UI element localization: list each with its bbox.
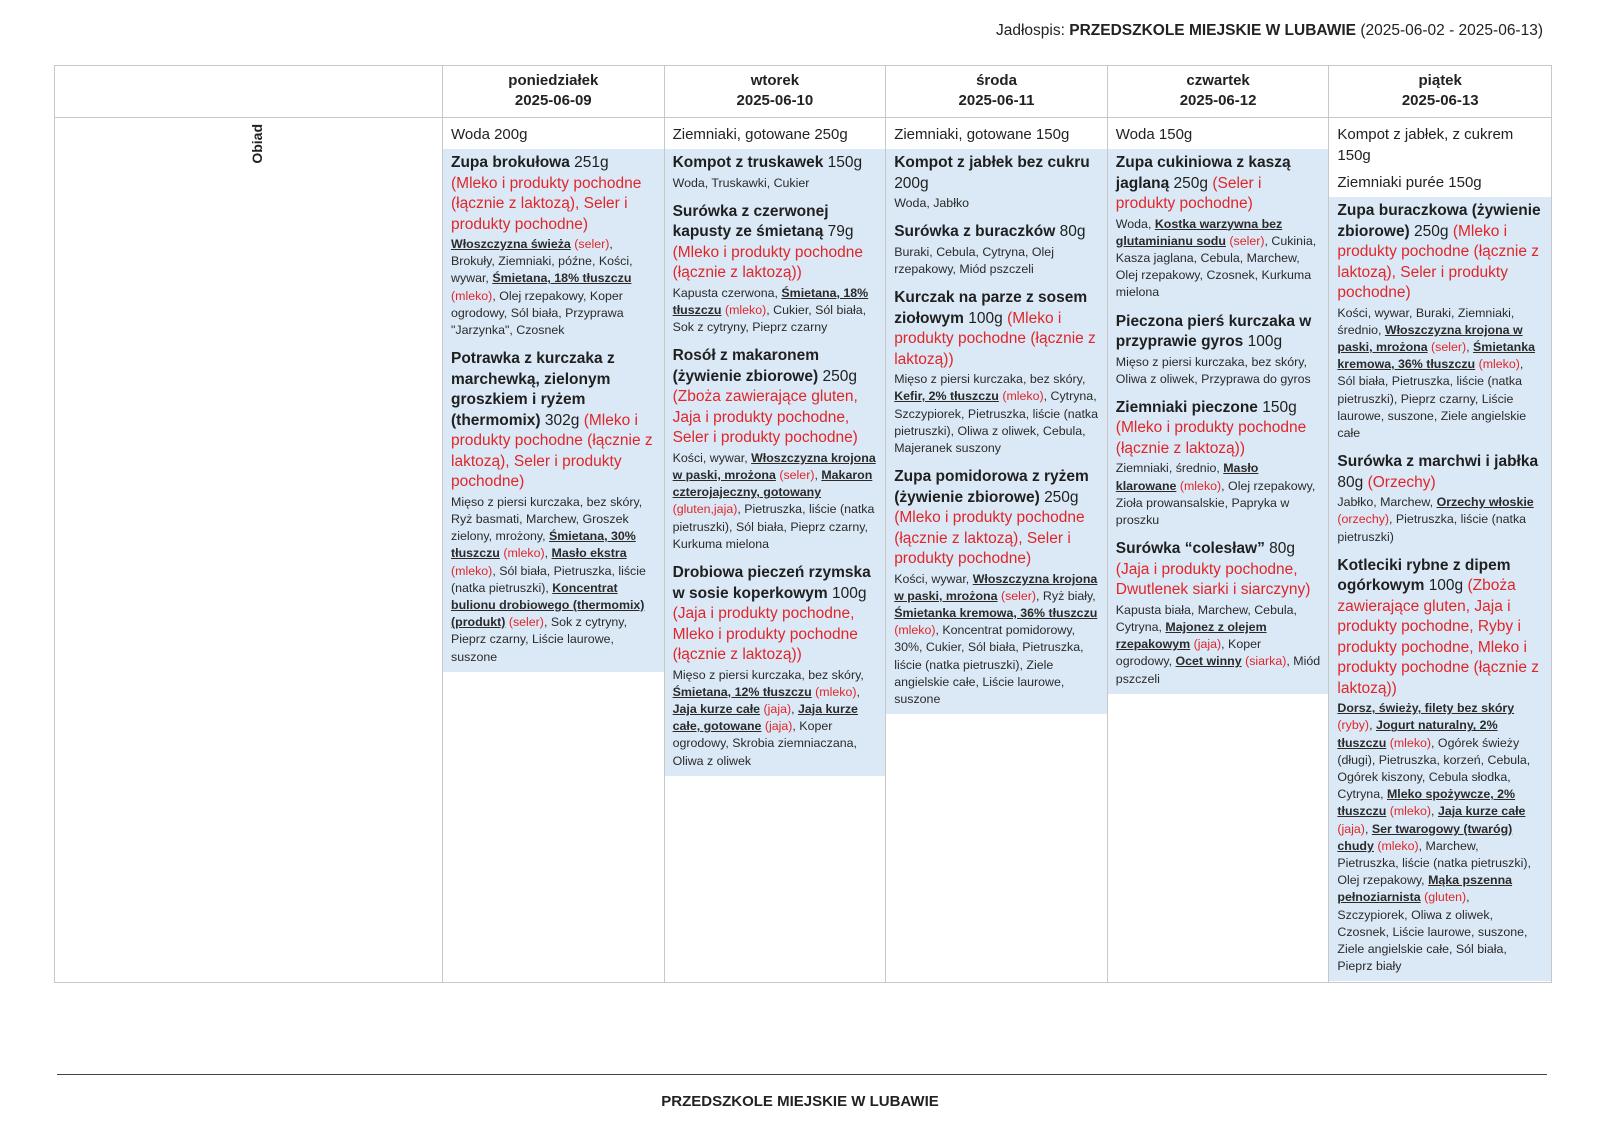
dish-title <box>673 563 878 666</box>
dish-ingredients <box>673 285 878 337</box>
dish-name: Zupa brokułowa <box>451 154 570 171</box>
ingredient-highlight: Orzechy włoskie <box>1436 495 1534 510</box>
dish <box>1337 201 1543 442</box>
day-date: 2025-06-11 <box>958 92 1035 109</box>
ingredient-allergen: (mleko) <box>894 623 936 638</box>
dish-title <box>451 153 656 235</box>
ingredient-highlight: Makaron czterojajeczny, gotowany <box>672 468 873 500</box>
ingredient-text: , Miód pszczeli <box>1115 654 1321 686</box>
dish-title <box>451 349 656 493</box>
ingredient-text: , Koncentrat pomidorowy, 30%, Cukier, Sól biała, Pietruszka, liście (natka pietruszki), Ziele angielskie całe, Liście laurowe, suszone <box>894 623 1084 707</box>
meal-label-cell <box>55 118 443 982</box>
document-header <box>996 22 1543 40</box>
dish <box>451 153 656 339</box>
dish-name: Zupa buraczkowa (żywienie zbiorowe) <box>1337 202 1541 240</box>
dish-title <box>1116 153 1321 215</box>
dish <box>1116 153 1321 302</box>
dish-ingredients <box>1116 354 1321 388</box>
dish-ingredients <box>1337 305 1543 443</box>
day-date: 2025-06-12 <box>1179 92 1257 109</box>
dish-weight: 80g <box>1059 223 1086 241</box>
ingredient-allergen: (seler) <box>574 237 610 251</box>
dish <box>673 153 878 192</box>
dish <box>1116 539 1321 688</box>
dish-list <box>665 149 886 776</box>
ingredient-highlight: Włoszczyzna świeża <box>451 237 571 251</box>
ingredient-text: , Cukinia, Kasza jaglana, Cebula, Marchew, Olej rzepakowy, Czosnek, Kurkuma mielona <box>1115 233 1317 300</box>
dish-name: Drobiowa pieczeń rzymska w sosie koperkowym <box>672 564 871 602</box>
ingredient-text: Mięso z piersi kurczaka, bez skóry, Oliwa z oliwek, Przyprawa do gyros <box>1115 354 1311 386</box>
ingredient-highlight: Włoszczyzna krojona w paski, mrożona <box>1337 322 1523 354</box>
dish-title <box>894 288 1099 370</box>
dish <box>1116 312 1321 388</box>
dish <box>894 153 1099 212</box>
ingredient-text: , Sól biała, Pietruszka, liście (natka pietruszki), Pieprz czarny, Liście laurowe, suszone, Ziele angielskie całe <box>1337 357 1527 440</box>
meal-label: Obiad <box>249 124 265 164</box>
day-date: 2025-06-13 <box>1401 92 1479 109</box>
dish-ingredients <box>673 175 878 192</box>
dish-ingredients <box>1337 700 1543 975</box>
day-column <box>665 118 887 982</box>
ingredient-text: Kości, wywar, <box>672 450 752 465</box>
ingredient-text: , <box>1369 718 1376 733</box>
dish-allergens: (Mleko i produkty pochodne (łącznie z laktozą), Seler i produkty pochodne) <box>1337 222 1540 301</box>
ingredient-allergen: (mleko) <box>1377 838 1419 853</box>
dish-weight: 200g <box>894 174 929 192</box>
ingredient-allergen: (mleko) <box>724 302 767 317</box>
dish-allergens: (Jaja i produkty pochodne, Dwutlenek siarki i siarczyny) <box>1115 560 1311 599</box>
dish-ingredients <box>1116 460 1321 529</box>
ingredient-text: , <box>856 684 860 699</box>
ingredient-allergen: (mleko) <box>1389 735 1432 750</box>
ingredient-text: Kapusta czerwona, <box>672 285 782 300</box>
dish-weight: 150g <box>1262 398 1297 416</box>
ingredient-allergen: (mleko) <box>815 684 857 699</box>
ingredient-text: Jabłko, Marchew, <box>1337 495 1437 510</box>
plain-item: Woda 200g <box>451 126 528 143</box>
dish-name: Ziemniaki pieczone <box>1115 398 1258 416</box>
ingredient-highlight: Koncentrat bulionu drobiowego (thermomix) (produkt) <box>451 580 645 630</box>
dish-weight: 150g <box>827 154 863 171</box>
dish-ingredients <box>1116 216 1321 302</box>
dish-allergens: (Zboża zawierające gluten, Jaja i produkty pochodne, Seler i produkty pochodne) <box>672 388 858 447</box>
ingredient-text: , <box>791 701 798 716</box>
dish <box>1116 398 1321 529</box>
ingredient-allergen: (mleko) <box>451 563 493 578</box>
dish-title <box>673 153 878 174</box>
dish-weight: 80g <box>1269 540 1296 558</box>
footer-text: PRZEDSZKOLE MIEJSKIE W LUBAWIE <box>661 1093 939 1110</box>
ingredient-highlight: Śmietana, 18% tłuszczu <box>672 285 869 317</box>
ingredient-allergen: (mleko) <box>1179 478 1222 493</box>
ingredient-allergen: (jaja) <box>1193 637 1222 652</box>
dish-ingredients <box>1337 494 1543 546</box>
dish-title <box>1337 556 1543 700</box>
dish <box>451 349 656 666</box>
dish-list <box>1108 149 1329 694</box>
dish-name: Kurczak na parze z sosem ziołowym <box>894 289 1088 327</box>
day-name: wtorek <box>750 72 800 89</box>
dish-allergens: (Mleko i produkty pochodne (łącznie z laktozą)) <box>1115 419 1307 457</box>
ingredient-allergen: (seler) <box>779 468 815 483</box>
ingredient-allergen: (gluten,jaja) <box>672 502 738 517</box>
dish-allergens: (Mleko i produkty pochodne (łącznie z laktozą), Seler i produkty pochodne) <box>894 509 1085 568</box>
dish-title <box>1116 539 1321 601</box>
ingredient-text: Kości, wywar, Buraki, Ziemniaki, średnio, <box>1337 305 1515 337</box>
ingredient-highlight: Śmietana, 12% tłuszczu <box>672 684 812 699</box>
dish-weight: 250g <box>1173 174 1209 192</box>
dish-name: Rosół z makaronem (żywienie zbiorowe) <box>672 347 820 385</box>
dish <box>673 202 878 337</box>
dish-weight: 250g <box>1414 222 1449 240</box>
dish-title <box>673 346 878 449</box>
dish-ingredients <box>451 494 656 666</box>
dish-name: Potrawka z kurczaka z marchewką, zielonym groszkiem i ryżem (thermomix) <box>451 350 615 429</box>
day-column <box>886 118 1108 982</box>
dish-name: Pieczona pierś kurczaka w przyprawie gyros <box>1115 312 1312 351</box>
dish-name: Kotleciki rybne z dipem ogórkowym <box>1337 556 1511 595</box>
dish-allergens: (Seler i produkty pochodne) <box>1115 174 1262 212</box>
dish <box>1337 556 1543 976</box>
ingredient-allergen: (jaja) <box>764 719 793 734</box>
plain-item: Ziemniaki, gotowane 150g <box>894 126 1070 143</box>
dish-title <box>1337 201 1543 304</box>
ingredient-highlight: Kefir, 2% tłuszczu <box>894 389 999 404</box>
dish-title <box>1116 312 1321 353</box>
dish-weight: 250g <box>822 367 857 385</box>
ingredient-text: , <box>1431 804 1438 819</box>
ingredient-allergen: (seler) <box>1431 339 1467 354</box>
ingredient-highlight: Śmietana, 18% tłuszczu <box>492 271 632 286</box>
dish-list <box>886 149 1107 714</box>
dish <box>673 563 878 770</box>
dish-weight: 100g <box>968 309 1003 327</box>
ingredient-text: Mięso z piersi kurczaka, bez skóry, Ryż basmati, Marchew, Groszek zielony, mrożony, <box>451 494 643 544</box>
dish-name: Kompot z truskawek <box>672 154 824 171</box>
dish-weight: 79g <box>827 223 854 241</box>
ingredient-text: Kości, wywar, <box>894 571 973 586</box>
ingredient-text: , Ryż biały, <box>1036 588 1096 603</box>
ingredient-text: , Koper ogrodowy, Skrobia ziemniaczana, Oliwa z oliwek <box>672 719 857 768</box>
ingredient-highlight: Jogurt naturalny, 2% tłuszczu <box>1337 718 1498 750</box>
corner-cell <box>55 66 443 118</box>
ingredient-highlight: Śmietanka kremowa, 36% tłuszczu <box>894 606 1098 621</box>
dish-weight: 100g <box>1428 577 1464 595</box>
dish-allergens: (Mleko i produkty pochodne (łącznie z laktozą), Seler i produkty pochodne) <box>451 411 653 491</box>
ingredient-highlight: Śmietana, 30% tłuszczu <box>451 529 636 561</box>
dish-title <box>673 202 878 284</box>
ingredient-highlight: Majonez z olejem rzepakowym <box>1115 619 1267 652</box>
dish-name: Kompot z jabłek bez cukru <box>894 154 1090 171</box>
plain-item: Woda 150g <box>1115 126 1193 143</box>
ingredient-highlight: Mleko spożywcze, 2% tłuszczu <box>1337 787 1516 819</box>
ingredient-text: , Cukier, Sól biała, Sok z cytryny, Pieprz czarny <box>672 302 867 335</box>
ingredient-allergen: (seler) <box>1000 588 1037 603</box>
day-name: czwartek <box>1186 72 1250 89</box>
dish-name: Zupa cukiniowa z kaszą jaglaną <box>1115 154 1291 192</box>
ingredient-allergen: (seler) <box>508 615 544 630</box>
dish-name: Surówka “colesław” <box>1115 540 1265 558</box>
dish-title <box>894 222 1099 243</box>
dish-title <box>894 153 1099 194</box>
ingredient-text: , <box>544 546 552 561</box>
ingredient-text: , Pietruszka, liście (natka pietruszki) <box>1337 512 1527 544</box>
ingredient-text: Mięso z piersi kurczaka, bez skóry, <box>672 667 864 682</box>
day-column <box>443 118 665 982</box>
ingredient-allergen: (jaja) <box>763 701 792 716</box>
dish-ingredients <box>894 195 1099 212</box>
dish-allergens: (Zboża zawierające gluten, Jaja i produkty pochodne, Ryby i produkty pochodne, Mleko i produkty pochodne (łącznie z laktozą)) <box>1337 577 1540 697</box>
ingredient-text: Buraki, Cebula, Cytryna, Olej rzepakowy, Miód pszczeli <box>894 244 1054 276</box>
day-header-1 <box>443 66 665 118</box>
dish-name: Surówka z czerwonej kapusty ze śmietaną <box>672 202 829 241</box>
day-header-2 <box>665 66 887 118</box>
ingredient-text: , Sok z cytryny, Pieprz czarny, Liście laurowe, suszone <box>451 615 628 664</box>
day-header-5 <box>1329 66 1551 118</box>
ingredient-highlight: Kostka warzywna bez glutaminianu sodu <box>1115 216 1283 248</box>
dish <box>894 467 1099 708</box>
dish-weight: 302g <box>544 411 580 429</box>
header-prefix: Jadłospis: <box>996 22 1065 39</box>
ingredient-text: , Olej rzepakowy, Koper ogrodowy, Sól biała, Przyprawa "Jarzynka", Czosnek <box>451 288 624 338</box>
ingredient-highlight: Ser twarogowy (twaróg) chudy <box>1337 821 1513 853</box>
footer-divider <box>57 1074 1547 1075</box>
ingredient-text: Woda, Truskawki, Cukier <box>672 175 810 190</box>
dish-title <box>1116 398 1321 460</box>
day-header-4 <box>1108 66 1330 118</box>
day-name: piątek <box>1418 72 1462 89</box>
ingredient-text: , <box>814 468 822 483</box>
ingredient-highlight: Śmietanka kremowa, 36% tłuszczu <box>1337 339 1536 372</box>
dish-allergens: (Orzechy) <box>1367 473 1436 491</box>
dish-ingredients <box>894 371 1099 457</box>
ingredient-allergen: (orzechy) <box>1337 512 1390 527</box>
dish-allergens: (Mleko i produkty pochodne (łącznie z laktozą)) <box>894 309 1096 368</box>
ingredient-text: Woda, <box>1115 216 1155 231</box>
dish-title <box>894 467 1099 570</box>
ingredient-allergen: (mleko) <box>451 288 493 303</box>
plain-item: Ziemniaki, gotowane 250g <box>672 126 848 143</box>
ingredient-text: Mięso z piersi kurczaka, bez skóry, <box>894 372 1086 387</box>
ingredient-highlight: Masło ekstra <box>551 546 627 561</box>
dish-ingredients <box>451 236 656 339</box>
ingredient-highlight: Włoszczyzna krojona w paski, mrożona <box>672 450 876 483</box>
ingredient-text: , <box>1364 821 1372 836</box>
plain-item: Ziemniaki purée 150g <box>1337 174 1482 191</box>
ingredient-text: Kapusta biała, Marchew, Cebula, Cytryna, <box>1115 602 1297 634</box>
day-name: poniedziałek <box>508 72 599 89</box>
ingredient-text: , Pietruszka, liście (natka pietruszki), Sól biała, Pieprz czarny, Kurkuma mielona <box>672 502 875 551</box>
day-header-3 <box>886 66 1108 118</box>
ingredient-allergen: (ryby) <box>1337 718 1370 733</box>
day-column <box>1108 118 1330 982</box>
ingredient-highlight: Jaja kurze całe <box>1437 804 1526 819</box>
ingredient-highlight: Masło klarowane <box>1115 461 1259 493</box>
ingredient-highlight: Jaja kurze całe, gotowane <box>672 701 858 734</box>
ingredient-text: , Sól biała, Pietruszka, liście (natka pietruszki), <box>451 563 646 595</box>
header-institution: PRZEDSZKOLE MIEJSKIE W LUBAWIE <box>1069 22 1357 39</box>
dish-weight: 250g <box>1044 488 1079 506</box>
dish-weight: 80g <box>1337 473 1364 491</box>
ingredient-text: Woda, Jabłko <box>894 196 970 210</box>
ingredient-allergen: (mleko) <box>503 546 545 561</box>
dish-allergens: (Mleko i produkty pochodne (łącznie z laktozą), Seler i produkty pochodne) <box>451 174 642 233</box>
ingredient-text: , Brokuły, Ziemniaki, późne, Kości, wywar, <box>451 237 633 286</box>
dish-allergens: (Mleko i produkty pochodne (łącznie z laktozą)) <box>672 243 864 282</box>
ingredient-highlight: Ocet winny <box>1175 654 1242 669</box>
ingredient-highlight: Jaja kurze całe <box>672 701 761 716</box>
menu-table <box>54 65 1552 983</box>
ingredient-highlight: Mąka pszenna pełnoziarnista <box>1337 873 1513 905</box>
ingredient-allergen: (gluten) <box>1424 890 1467 905</box>
ingredient-text: Ziemniaki, średnio, <box>1115 461 1224 476</box>
dish <box>894 288 1099 457</box>
ingredient-allergen: (jaja) <box>1337 821 1365 836</box>
dish-weight: 251g <box>574 154 609 171</box>
dish-ingredients <box>1116 602 1321 688</box>
ingredient-highlight: Włoszczyzna krojona w paski, mrożona <box>894 571 1098 603</box>
day-name: środa <box>976 72 1017 89</box>
dish-title <box>1337 452 1543 493</box>
day-date: 2025-06-10 <box>736 92 814 109</box>
ingredient-allergen: (seler) <box>1229 233 1265 248</box>
ingredient-text: , <box>1466 339 1474 354</box>
dish-weight: 100g <box>1247 333 1283 351</box>
ingredient-text: , Cytryna, Szczypiorek, Pietruszka, liście (natka pietruszki), Oliwa z oliwek, Cebula, Majeranek suszony <box>894 389 1099 455</box>
dish-weight: 100g <box>831 584 867 602</box>
dish <box>1337 452 1543 546</box>
header-date-range: (2025-06-02 - 2025-06-13) <box>1360 22 1543 39</box>
plain-item: Kompot z jabłek, z cukrem 150g <box>1337 126 1514 164</box>
dish-ingredients <box>673 667 878 770</box>
ingredient-text: , Ogórek świeży (długi), Pietruszka, korzeń, Cebula, Ogórek kiszony, Cebula słodka, Cytryna, <box>1337 735 1531 802</box>
dish-name: Surówka z buraczków <box>894 223 1056 241</box>
day-date: 2025-06-09 <box>514 92 592 109</box>
dish-name: Zupa pomidorowa z ryżem (żywienie zbiorowe) <box>894 468 1089 506</box>
dish-ingredients <box>894 244 1099 278</box>
ingredient-text: , Olej rzepakowy, Zioła prowansalskie, Papryka w proszku <box>1115 478 1316 528</box>
ingredient-allergen: (mleko) <box>1478 357 1520 372</box>
ingredient-text: , Marchew, Pietruszka, liście (natka pietruszki), Olej rzepakowy, <box>1337 838 1531 888</box>
ingredient-allergen: (mleko) <box>1389 804 1432 819</box>
dish-ingredients <box>894 571 1099 709</box>
dish-list <box>443 149 664 672</box>
dish-list <box>1329 197 1551 981</box>
ingredient-text: , Koper ogrodowy, <box>1115 637 1262 669</box>
dish-name: Surówka z marchwi i jabłka <box>1337 453 1539 471</box>
dish-allergens: (Jaja i produkty pochodne, Mleko i produkty pochodne (łącznie z laktozą)) <box>672 605 858 664</box>
ingredient-highlight: Dorsz, świeży, filety bez skóry <box>1337 701 1515 716</box>
day-column <box>1329 118 1551 982</box>
dish-ingredients <box>673 450 878 553</box>
ingredient-text: , Szczypiorek, Oliwa z oliwek, Czosnek, Liście laurowe, suszone, Ziele angielskie całe, Sól biała, Pieprz biały <box>1337 890 1528 974</box>
ingredient-allergen: (siarka) <box>1245 654 1287 669</box>
ingredient-allergen: (mleko) <box>1002 389 1044 404</box>
dish <box>894 222 1099 278</box>
dish <box>673 346 878 553</box>
